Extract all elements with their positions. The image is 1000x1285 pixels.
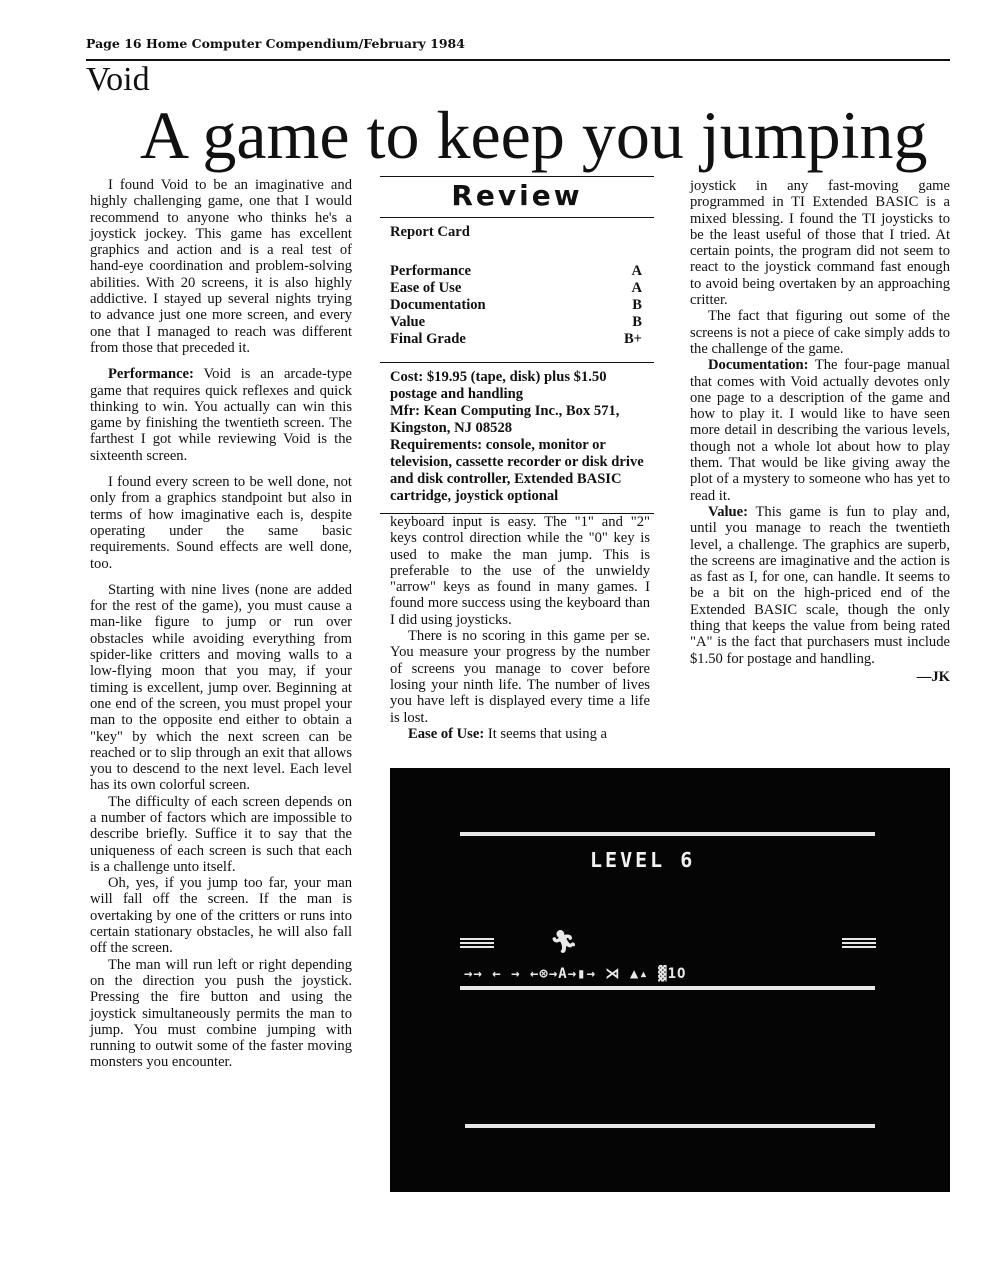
- paragraph-text: The four-page manual that comes with Void actually devotes only one page to a description of the game and how to play it. I would like to have seen more detail in describing the various levels, though not a whole lot about how to play them. That would be like giving away the plot of a mystery to someone who has yet to read it.: [690, 357, 950, 504]
- middle-platform: [460, 986, 875, 990]
- column-2: [390, 514, 650, 742]
- grade-label: Ease of Use: [390, 280, 462, 296]
- grade-label: Value: [390, 314, 426, 330]
- grade-value: A: [631, 280, 642, 296]
- paragraph: The difficulty of each screen depends on a number of factors which are impossible to describe briefly. Suffice it to say that the uniqueness of each screen is such that each is a challenge unto itself.: [90, 793, 352, 875]
- lead-ease-of-use: Ease of Use:: [408, 725, 485, 742]
- grade-label: Final Grade: [390, 331, 466, 347]
- grade-row: [380, 297, 654, 314]
- paragraph-performance: [90, 366, 352, 464]
- paragraph-text: It seems that using a: [487, 725, 608, 742]
- grade-value: B: [632, 314, 642, 330]
- box-title-rule: [380, 217, 654, 218]
- grade-row: [380, 331, 654, 348]
- paragraph-text: Void is an arcade-type game that requires quick reflexes and quick thinking to win. You actually can win this game by finishing the twentieth screen. The farthest I got while reviewing Void is the sixteenth screen.: [90, 366, 353, 464]
- paragraph: I found every screen to be well done, not only from a graphics standpoint but also in terms of how imaginative each is, despite operating under the same basic requirements. Sound effects are well done, too.: [90, 474, 352, 572]
- review-box: [380, 176, 654, 514]
- column-1: [90, 177, 352, 1071]
- manufacturer-line: Mfr: Kean Computing Inc., Box 571, Kingston, NJ 08528: [390, 403, 620, 436]
- grade-row: [380, 280, 654, 297]
- obstacle-row: →→ ← → ←⊗→A→▮→ ⋊ ▲▴ ▓1O: [464, 966, 687, 982]
- paragraph: Starting with nine lives (none are added for the rest of the game), you must cause a man-like figure to jump or run over obstacles while avoiding everything from spider-like critters and moving walls to a low-flying moon that you may, if your timing is excellent, jump over. Beginning at one end of the screen, you must propel your man to the opposite end either to obtain a "key" by which the next screen can be reached or to slip through an exit that allows you to descend to the next level. Each level has its own colorful screen.: [90, 581, 352, 794]
- running-head: Page 16 Home Computer Compendium/February 1984: [86, 36, 465, 51]
- paragraph-ease-of-use: [390, 726, 650, 742]
- grade-value: B: [632, 297, 642, 313]
- left-barrier: [460, 938, 494, 948]
- paragraph: joystick in any fast-moving game programmed in TI Extended BASIC is a mixed blessing. I found the TI joysticks to be the least useful of those that I tried. At certain points, the program did not seem to react to the joystick command fast enough to avoid being overtaken by an approaching critter.: [690, 178, 950, 309]
- player-figure-icon: 🏃︎: [550, 930, 578, 955]
- section-title: Void: [86, 61, 150, 98]
- bottom-platform: [465, 1124, 875, 1128]
- product-details: [380, 363, 654, 513]
- paragraph: There is no scoring in this game per se. You measure your progress by the number of screens you manage to cover before losing your ninth life. The number of lives you have left is displayed every time a life is lost.: [390, 628, 650, 726]
- level-indicator: LEVEL 6: [590, 848, 696, 872]
- headline: A game to keep you jumping: [140, 97, 928, 173]
- lead-documentation: Documentation:: [708, 357, 809, 374]
- report-card-heading: Report Card: [390, 224, 470, 240]
- author-signature: —JK: [916, 668, 950, 685]
- paragraph: The fact that figuring out some of the screens is not a piece of cake simply adds to the challenge of the game.: [690, 308, 950, 357]
- grade-value: B+: [623, 331, 642, 347]
- review-title: Review: [451, 179, 583, 212]
- top-platform: [460, 832, 875, 836]
- grade-label: Documentation: [390, 297, 486, 313]
- paragraph: I found Void to be an imaginative and highly challenging game, one that I would recommend to anyone who thinks he's a joystick jockey. This game has excellent graphics and action and is a real test of hand-eye coordination and problem-solving abilities. With 20 screens, it is also highly addictive. I stayed up several nights trying to advance just one more screen, and every one that I managed to reach was different from those that preceded it.: [90, 177, 352, 356]
- paragraph-value: [690, 504, 950, 667]
- grade-label: Performance: [390, 263, 472, 279]
- paragraph: Oh, yes, if you jump too far, your man will fall off the screen. If the man is overtaking by one of the critters or runs into certain stationary obstacles, he will also fall off the screen.: [90, 875, 352, 957]
- grade-row: [380, 314, 654, 331]
- paragraph-text: This game is fun to play and, until you manage to reach the twentieth level, a challenge. The graphics are superb, the screens are imaginative and the action is as fast as I, for one, can handle. It seems to be a bit on the high-priced end of the Extended BASIC scale, though the only thing that keeps the value from being rated "A" is the fact that purchasers must include $1.50 for postage and handling.: [690, 503, 950, 667]
- paragraph: The man will run left or right depending on the direction you push the joystick. Pressing the fire button and using the joystick simultaneously permits the man to jump. You must combine jumping with running to outwit some of the faster moving monsters you encounter.: [90, 956, 352, 1071]
- lead-value: Value:: [708, 503, 749, 520]
- box-top-rule: [380, 176, 654, 177]
- game-screenshot: [390, 768, 950, 1192]
- header-rule: [86, 59, 950, 61]
- column-3: [690, 178, 950, 685]
- grade-row: [380, 263, 654, 280]
- lead-performance: Performance:: [108, 366, 194, 383]
- right-barrier: [842, 938, 876, 948]
- paragraph-documentation: [690, 357, 950, 504]
- grade-value: A: [631, 263, 642, 279]
- grade-list: [380, 263, 654, 348]
- requirements-line: Requirements: console, monitor or television, cassette recorder or disk drive and disk controller, Extended BASIC cartridge, joystick optional: [390, 437, 644, 504]
- cost-line: Cost: $19.95 (tape, disk) plus $1.50 postage and handling: [390, 369, 607, 402]
- paragraph: keyboard input is easy. The "1" and "2" keys control direction while the "0" key is used to make the man jump. This is preferable to the use of the unwieldy "arrow" keys as found in many games. I found more success using the keyboard than I did using joysticks.: [390, 514, 650, 628]
